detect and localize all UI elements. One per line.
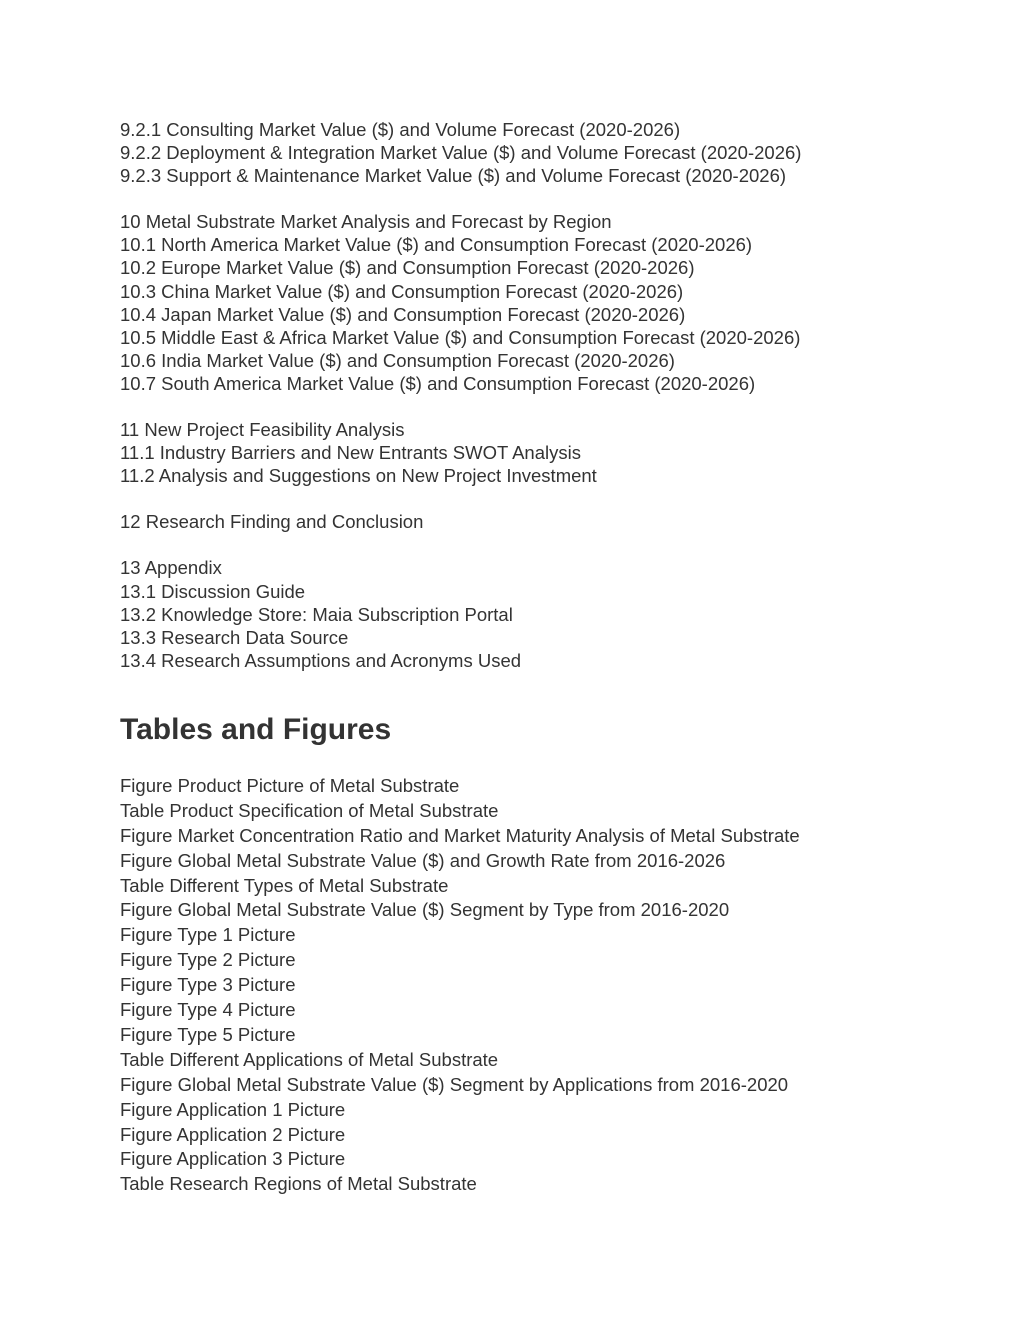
figure-list-item: Figure Application 2 Picture <box>120 1123 346 1145</box>
figure-list-item: Figure Type 1 Picture <box>120 924 296 946</box>
table-of-contents <box>120 118 980 672</box>
figure-list-item: Figure Global Metal Substrate Value ($) Segment by Applications from 2016-2020 <box>120 1073 789 1095</box>
toc-entry: 13.3 Research Data Source <box>120 626 349 648</box>
toc-entry: 10.7 South America Market Value ($) and Consumption Forecast (2020-2026) <box>120 372 756 394</box>
figure-list-item: Table Different Applications of Metal Substrate <box>120 1048 499 1070</box>
figure-list-item: Table Product Specification of Metal Substrate <box>120 799 499 821</box>
toc-entry: 9.2.3 Support & Maintenance Market Value ($) and Volume Forecast (2020-2026) <box>120 165 787 187</box>
toc-group-13 <box>120 556 980 671</box>
figure-list-item: Figure Type 4 Picture <box>120 999 296 1021</box>
toc-entry: 10.1 North America Market Value ($) and Consumption Forecast (2020-2026) <box>120 234 753 256</box>
figure-list-item: Figure Application 3 Picture <box>120 1148 346 1170</box>
toc-entry: 10.6 India Market Value ($) and Consumption Forecast (2020-2026) <box>120 349 675 371</box>
tables-and-figures-list <box>120 774 980 1197</box>
toc-entry: 10.4 Japan Market Value ($) and Consumption Forecast (2020-2026) <box>120 303 686 325</box>
document-page <box>120 118 980 1197</box>
figure-list-item: Figure Type 2 Picture <box>120 949 296 971</box>
toc-entry: 13.1 Discussion Guide <box>120 580 306 602</box>
toc-entry: 10 Metal Substrate Market Analysis and Forecast by Region <box>120 211 612 233</box>
figure-list-item: Figure Type 5 Picture <box>120 1023 296 1045</box>
toc-entry: 9.2.1 Consulting Market Value ($) and Volume Forecast (2020-2026) <box>120 119 681 140</box>
figure-list-item: Figure Type 3 Picture <box>120 974 296 996</box>
toc-group-9-2 <box>120 118 980 187</box>
figure-list-item: Figure Market Concentration Ratio and Market Maturity Analysis of Metal Substrate <box>120 824 800 846</box>
toc-group-11 <box>120 418 980 487</box>
toc-entry: 10.2 Europe Market Value ($) and Consumption Forecast (2020-2026) <box>120 257 695 279</box>
toc-entry: 12 Research Finding and Conclusion <box>120 511 424 533</box>
figure-list-item: Figure Application 1 Picture <box>120 1098 346 1120</box>
toc-entry: 9.2.2 Deployment & Integration Market Value ($) and Volume Forecast (2020-2026) <box>120 142 802 164</box>
toc-entry: 10.3 China Market Value ($) and Consumption Forecast (2020-2026) <box>120 280 684 302</box>
toc-entry: 11 New Project Feasibility Analysis <box>120 419 405 441</box>
toc-entry: 10.5 Middle East & Africa Market Value ($) and Consumption Forecast (2020-2026) <box>120 326 801 348</box>
toc-group-12 <box>120 510 980 533</box>
toc-group-10 <box>120 210 980 395</box>
toc-entry: 13 Appendix <box>120 557 222 579</box>
figure-list-item: Figure Global Metal Substrate Value ($) Segment by Type from 2016-2020 <box>120 899 730 921</box>
figure-list-item: Figure Product Picture of Metal Substrate <box>120 774 460 796</box>
toc-entry: 13.2 Knowledge Store: Maia Subscription Portal <box>120 603 513 625</box>
figure-list-item: Table Research Regions of Metal Substrate <box>120 1173 477 1195</box>
toc-entry: 13.4 Research Assumptions and Acronyms Used <box>120 649 522 671</box>
toc-entry: 11.2 Analysis and Suggestions on New Project Investment <box>120 465 597 487</box>
figure-list-item: Table Different Types of Metal Substrate <box>120 874 449 896</box>
tables-and-figures-heading: Tables and Figures <box>120 712 392 746</box>
toc-entry: 11.1 Industry Barriers and New Entrants SWOT Analysis <box>120 442 581 464</box>
figure-list-item: Figure Global Metal Substrate Value ($) and Growth Rate from 2016-2026 <box>120 849 726 871</box>
